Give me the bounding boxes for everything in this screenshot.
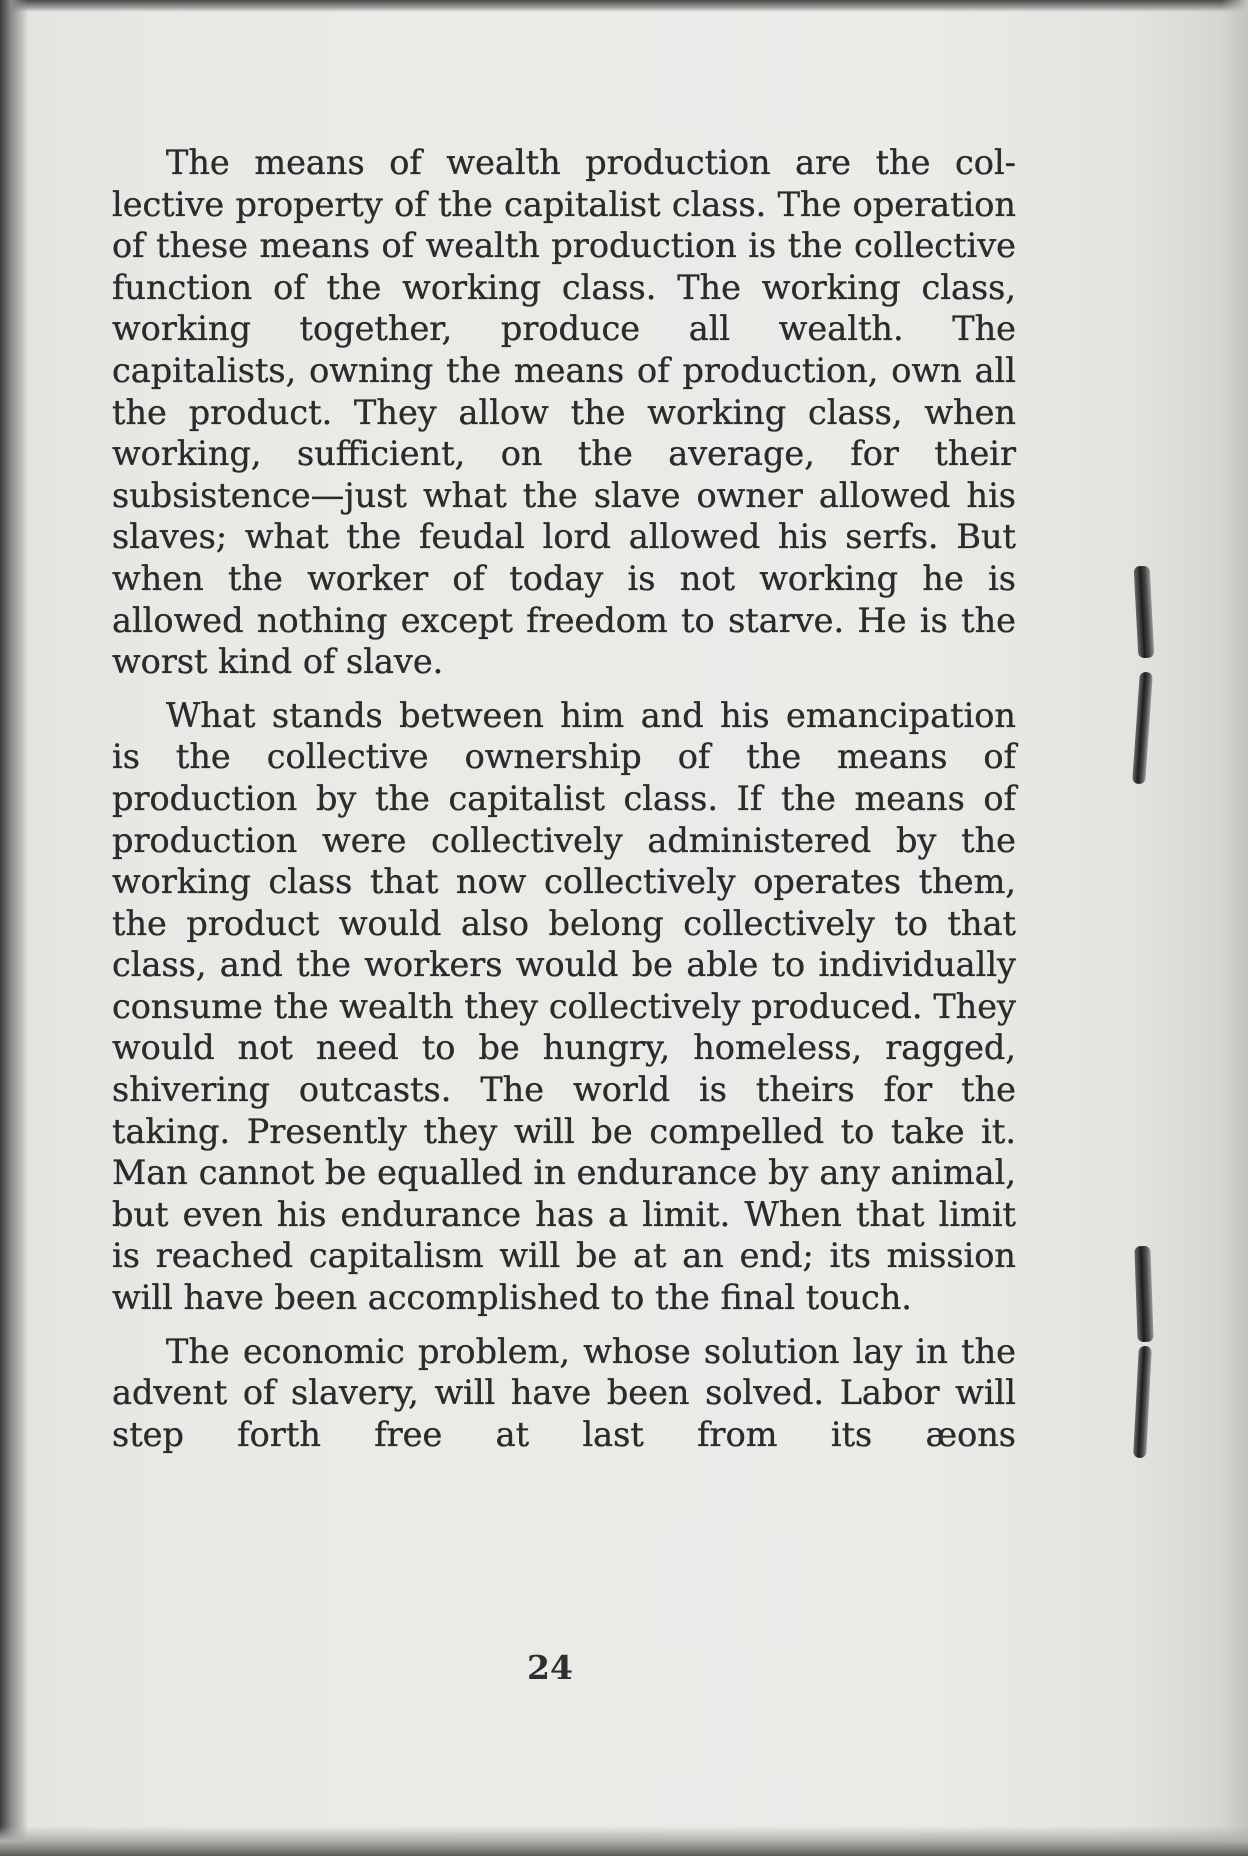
staple-upper-bottom bbox=[1132, 672, 1153, 785]
staple-lower-bottom bbox=[1133, 1346, 1152, 1459]
paragraph-3: The economic problem, whose solution lay in the advent of slavery, will have been solved. Labor will step forth free at last from its æons bbox=[112, 1331, 1016, 1454]
staple-upper-top bbox=[1134, 566, 1155, 659]
staple-lower-top bbox=[1134, 1246, 1153, 1343]
page-gutter-shadow bbox=[1222, 0, 1248, 1856]
body-text bbox=[112, 142, 1016, 1467]
page-top-edge bbox=[0, 0, 1248, 12]
paragraph-1: The means of wealth production are the collective property of the capitalist class. The operation of these means of wealth production is the collective function of the working class. The working class, working together, produce all wealth. The capitalists, owning the means of production, own all the product. They allow the working class, when working, sufficient, on the average, for their subsistence—just what the slave owner allowed his slaves; what the feudal lord allowed his serfs. But when the worker of today is not working he is allowed nothing except freedom to starve. He is the worst kind of slave. bbox=[112, 143, 1016, 682]
paragraph-2: What stands between him and his emancipation is the collective ownership of the means of production by the capitalist class. If the means of production were collectively administered by the working class that now collectively operates them, the product would also belong collectively to that class, and the workers would be able to individually consume the wealth they collectively produced. They would not need to be hungry, homeless, ragged, shivering outcasts. The world is theirs for the taking. Presently they will be compelled to take it. Man cannot be equalled in endurance by any animal, but even his endurance has a limit. When that limit is reached capitalism will be at an end; its mission will have been accomplished to the final touch. bbox=[112, 695, 1016, 1318]
page-number: 24 bbox=[527, 1648, 573, 1687]
page-bottom-edge bbox=[0, 1826, 1248, 1856]
page-left-edge bbox=[0, 0, 28, 1856]
